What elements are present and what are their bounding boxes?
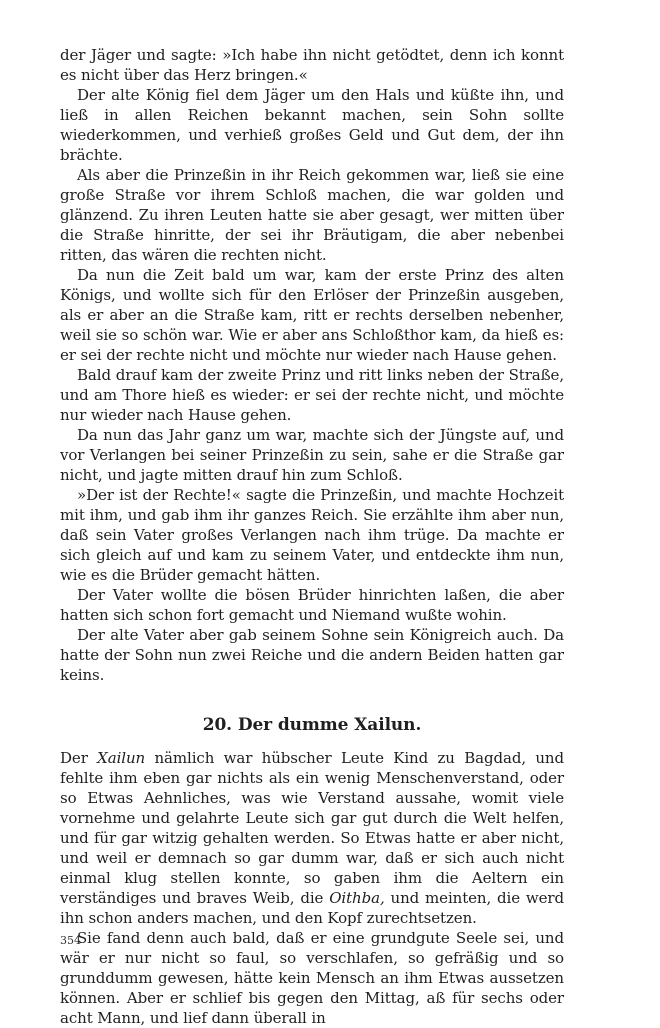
paragraph: Der alte Vater aber gab seinem Sohne sein Königreich auch. Da hatte der Sohn nun zwei Reiche und die andern Beiden hatten gar keins. <box>60 626 564 684</box>
story-paragraph <box>60 748 564 928</box>
story-title: 20. Der dumme Xailun. <box>202 715 422 735</box>
page-number: 354 <box>60 934 81 947</box>
story-paragraph: Sie fand denn auch bald, daß er eine grundgute Seele sei, und wär er nur nicht so faul, so verschlafen, so gefräßig und so grunddumm gewesen, hätte kein Mensch an ihm Etwas aussetzen können. Aber er schlief bis gegen den Mittag, aß für sechs oder acht Mann, und lief dann überall in <box>60 929 564 1027</box>
book-page <box>60 45 564 1028</box>
paragraph: Als aber die Prinzeßin in ihr Reich gekommen war, ließ sie eine große Straße vor ihrem Schloß machen, die war golden und glänzend. Zu ihren Leuten hatte sie aber gesagt, wer mitten über die Straße hinritte, der sei ihr Bräutigam, die aber nebenbei ritten, das wären die rechten nicht. <box>60 166 564 264</box>
story-text: nämlich war hübscher Leute Kind zu Bagdad, und fehlte ihm eben gar nichts als ein wenig Menschenverstand, oder so Etwas Aehnliches, was wie Verstand aussahe, womit viele vornehme und gelahrte Leute sich gar gut durch die Welt helfen, und für gar witzig gehalten werden. So Etwas hatte er aber nicht, und weil er demnach so gar dumm war, daß er sich auch nicht einmal klug stellen konnte, so gaben ihm die Aeltern ein verständiges und braves Weib, die <box>60 749 564 907</box>
paragraph: der Jäger und sagte: »Ich habe ihn nicht getödtet, denn ich konnt es nicht über das Herz bringen.« <box>60 46 564 84</box>
character-name-xailun: Xailun <box>97 749 146 767</box>
paragraph: Bald drauf kam der zweite Prinz und ritt links neben der Straße, und am Thore hieß es wieder: er sei der rechte nicht, und möchte nur wieder nach Hause gehen. <box>60 366 564 424</box>
character-name-oithba: Oithba, <box>329 889 385 907</box>
paragraph: Da nun die Zeit bald um war, kam der erste Prinz des alten Königs, und wollte sich für den Erlöser der Prinzeßin ausgeben, als er aber an die Straße kam, ritt er rechts derselben nebenher, weil sie so schön war. Wie er aber ans Schloßthor kam, da hieß es: er sei der rechte nicht und möchte nur wieder nach Hause gehen. <box>60 266 564 364</box>
paragraph: Der Vater wollte die bösen Brüder hinrichten laßen, die aber hatten sich schon fort gemacht und Niemand wußte wohin. <box>60 586 564 624</box>
story-text: und meinten, die werd ihn schon anders machen, und den Kopf zurechtsetzen. <box>60 889 564 927</box>
paragraph: Der alte König fiel dem Jäger um den Hals und küßte ihn, und ließ in allen Reichen bekannt machen, sein Sohn sollte wiederkommen, und verhieß großes Geld und Gut dem, der ihn brächte. <box>60 86 564 164</box>
story-text: Der <box>60 749 88 767</box>
paragraph: Da nun das Jahr ganz um war, machte sich der Jüngste auf, und vor Verlangen bei seiner Prinzeßin zu sein, sahe er die Straße gar nicht, und jagte mitten drauf hin zum Schloß. <box>60 426 564 484</box>
paragraph: »Der ist der Rechte!« sagte die Prinzeßin, und machte Hochzeit mit ihm, und gab ihm ihr ganzes Reich. Sie erzählte ihm aber nun, daß sein Vater großes Verlangen nach ihm trüge. Da machte er sich gleich auf und kam zu seinem Vater, und entdeckte ihm nun, wie es die Brüder gemacht hätten. <box>60 486 564 584</box>
